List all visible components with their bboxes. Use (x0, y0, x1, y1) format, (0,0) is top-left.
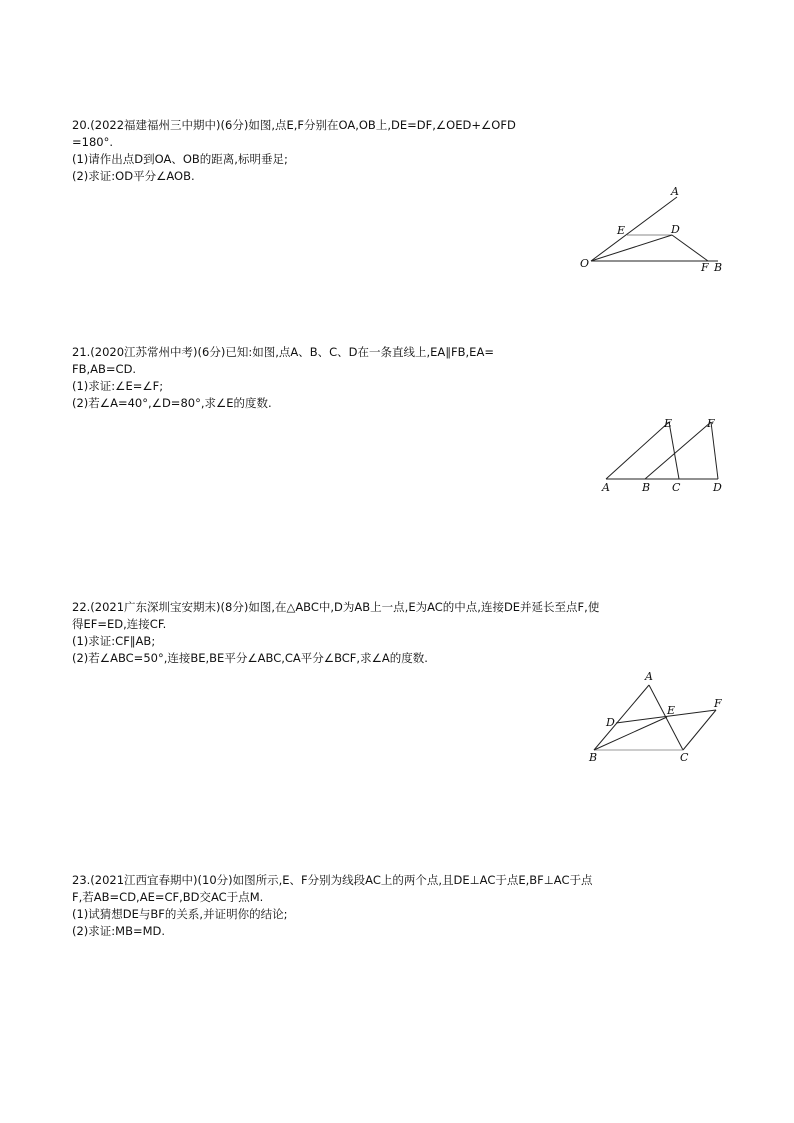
label-D: D (671, 223, 680, 236)
question-line: (2)求证:MB=MD. (72, 924, 166, 938)
label-E: E (617, 224, 626, 237)
figure-22 (588, 670, 722, 764)
label-D: D (713, 481, 722, 494)
question-line: (1)试猜想DE与BF的关系,并证明你的结论; (72, 907, 288, 921)
label-F: F (701, 261, 709, 274)
label-A: A (671, 185, 679, 198)
question-line: F,若AB=CD,AE=CF,BD交AC于点M. (72, 890, 264, 904)
label-F: F (707, 417, 715, 430)
question-line: (1)请作出点D到OA、OB的距离,标明垂足; (72, 152, 288, 166)
question-line: 20.(2022福建福州三中期中)(6分)如图,点E,F分别在OA,OB上,DE=DF,∠OED+∠OFD (72, 118, 516, 132)
label-A: A (645, 670, 653, 683)
label-F: F (714, 697, 722, 710)
label-O: O (580, 257, 590, 270)
question-line: (2)求证:OD平分∠AOB. (72, 169, 195, 183)
label-D: D (606, 716, 615, 729)
label-B: B (714, 261, 723, 274)
question-line: (2)若∠A=40°,∠D=80°,求∠E的度数. (72, 396, 272, 410)
figure-21 (601, 417, 722, 494)
question-line: FB,AB=CD. (72, 362, 137, 376)
label-E: E (664, 417, 673, 430)
question-line: 22.(2021广东深圳宝安期末)(8分)如图,在△ABC中,D为AB上一点,E为AC的中点,连接DE并延长至点F,使 (72, 600, 600, 614)
label-B: B (642, 481, 651, 494)
label-A: A (602, 481, 610, 494)
question-line: =180°. (72, 135, 113, 149)
label-B: B (589, 751, 598, 764)
label-C: C (680, 751, 689, 764)
question-line: (2)若∠ABC=50°,连接BE,BE平分∠ABC,CA平分∠BCF,求∠A的度数. (72, 651, 428, 665)
question-line: 23.(2021江西宜春期中)(10分)如图所示,E、F分别为线段AC上的两个点,且DE⊥AC于点E,BF⊥AC于点 (72, 873, 593, 887)
label-E: E (667, 704, 676, 717)
question-line: (1)求证:∠E=∠F; (72, 379, 164, 393)
figure-20 (580, 185, 722, 274)
label-C: C (672, 481, 681, 494)
question-line: 21.(2020江苏常州中考)(6分)已知:如图,点A、B、C、D在一条直线上,EA∥FB,EA= (72, 345, 494, 359)
question-line: 得EF=ED,连接CF. (72, 617, 167, 631)
question-line: (1)求证:CF∥AB; (72, 634, 156, 648)
